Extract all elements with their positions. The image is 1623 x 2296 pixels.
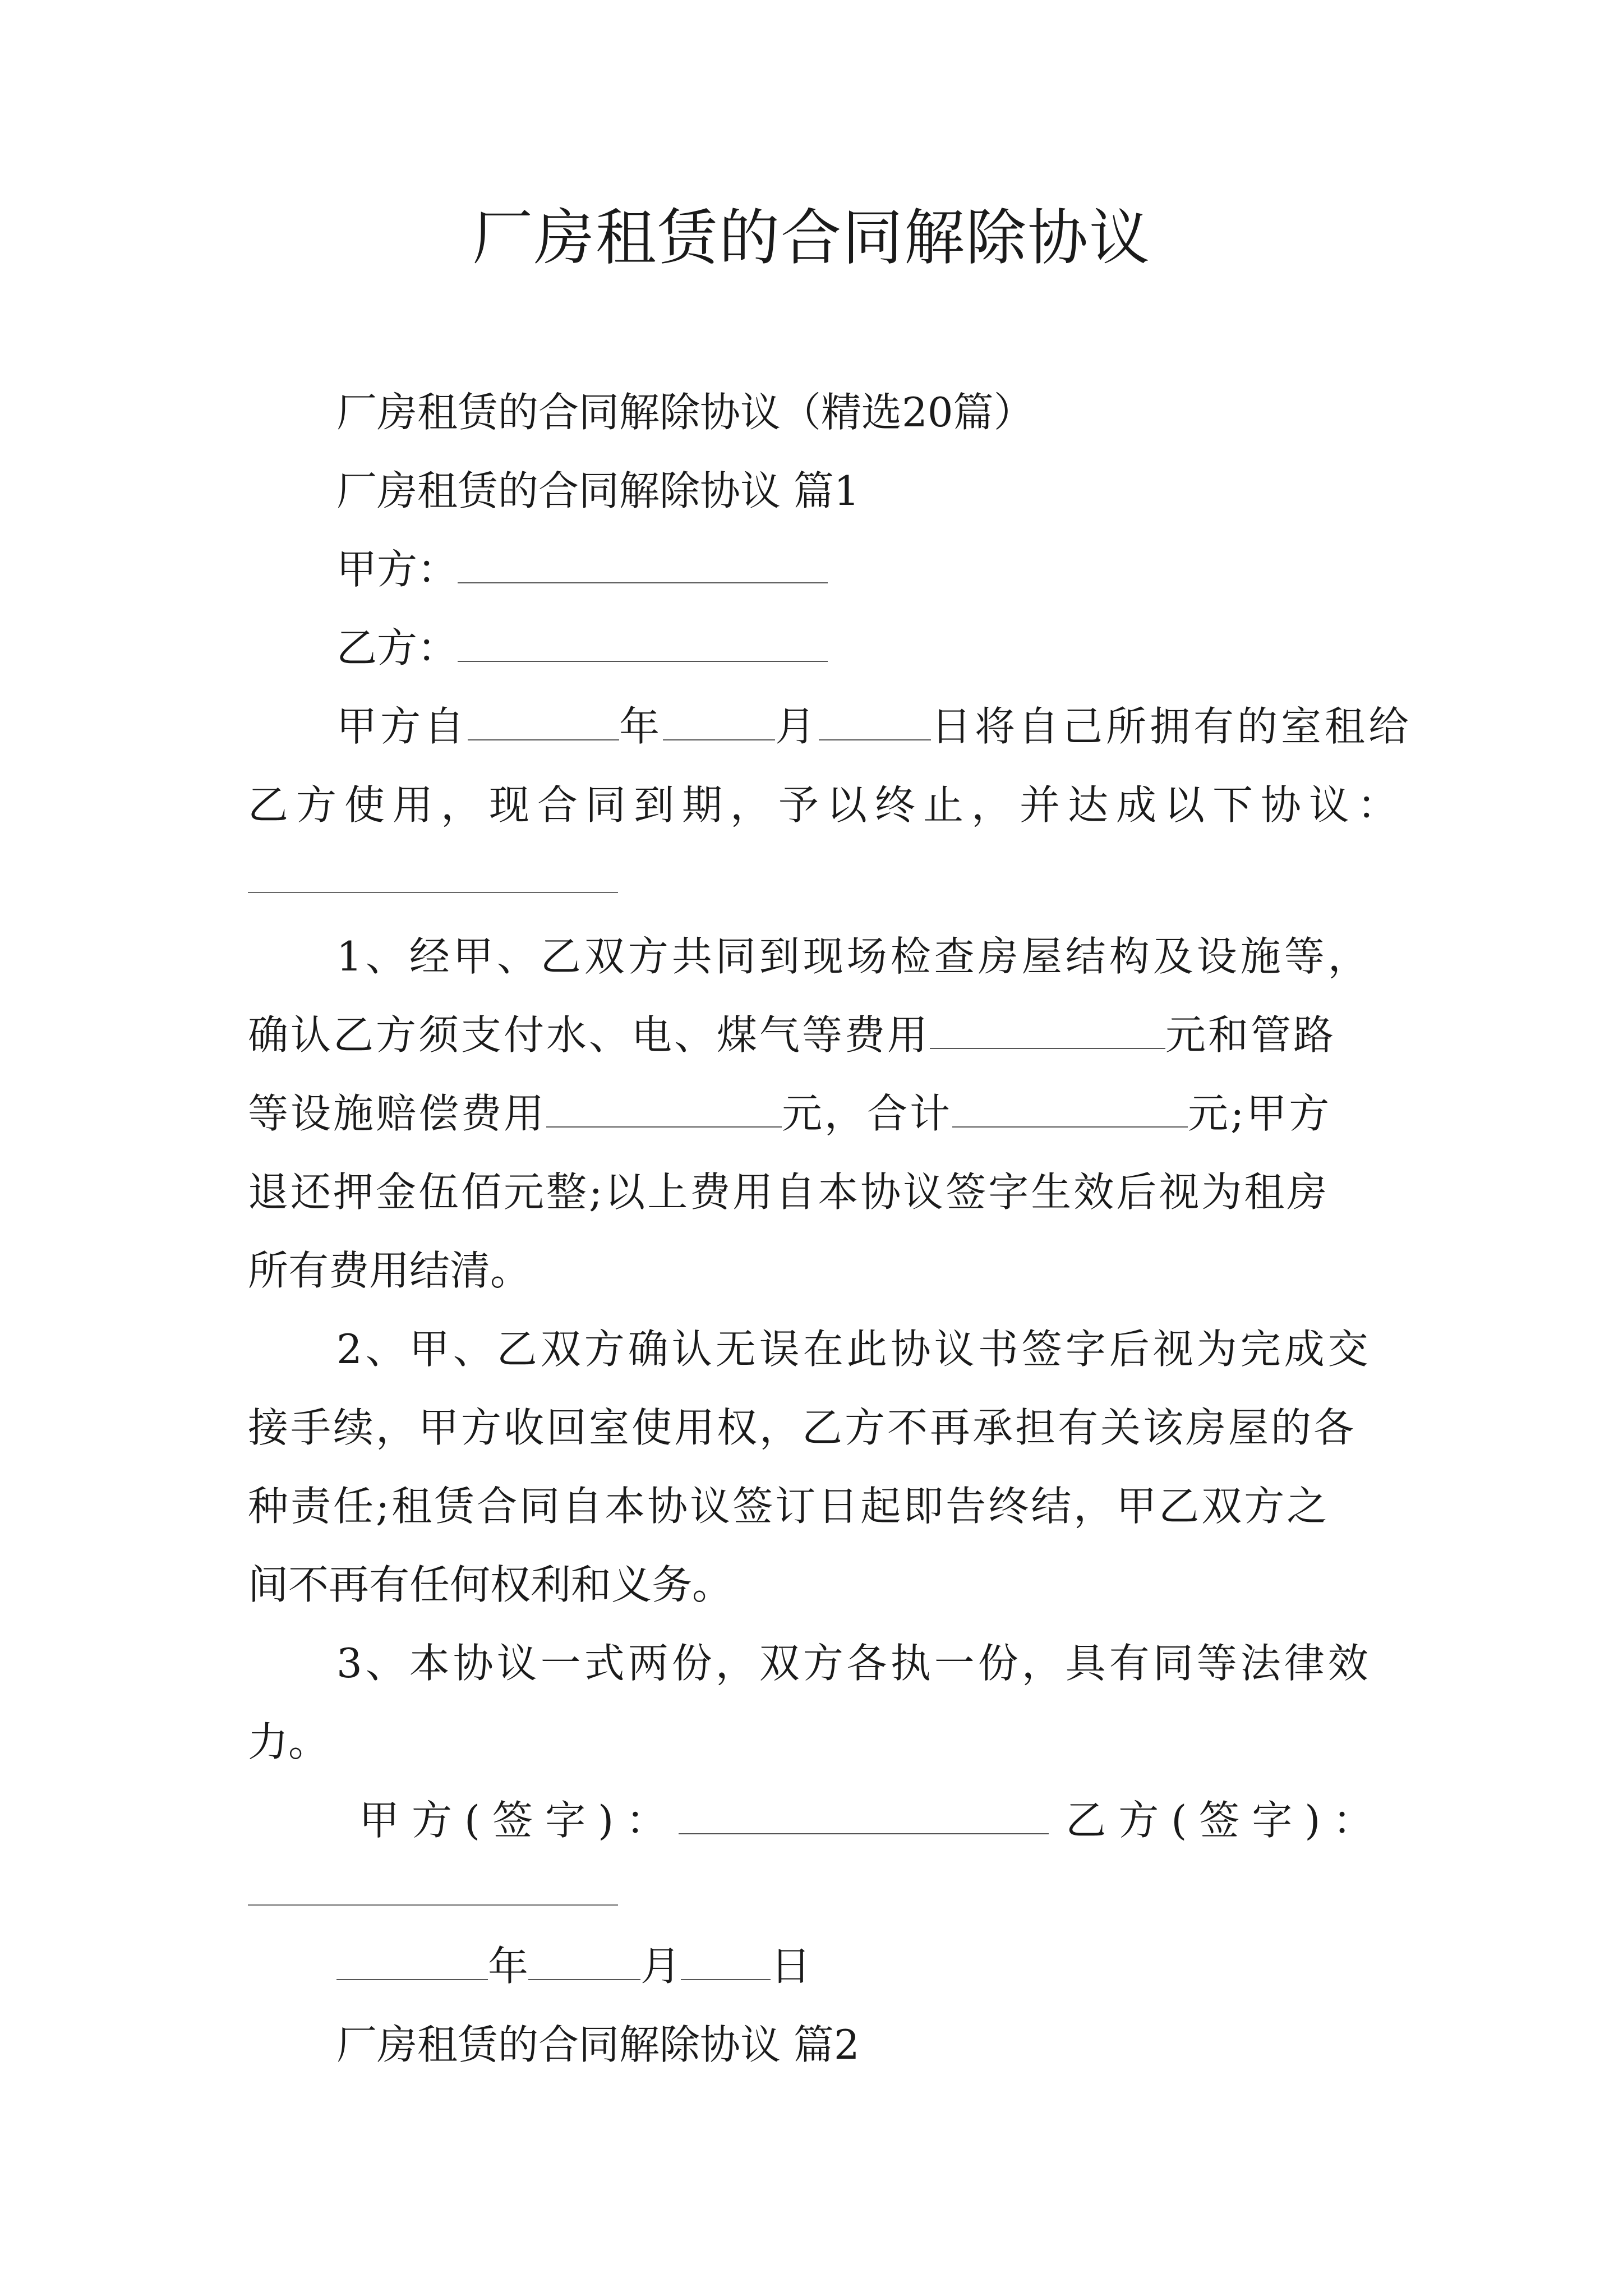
- total-fee-blank: [952, 1092, 1188, 1128]
- date-month-blank: [528, 1944, 640, 1980]
- separator-line: [248, 892, 618, 893]
- intro-line-1: [336, 701, 1412, 752]
- date-year-blank: [336, 1944, 488, 1980]
- clause-2-line-4: 间不再有任何权利和义务。: [248, 1561, 733, 1608]
- document-subtitle: 厂房租赁的合同解除协议（精选20篇）: [336, 389, 1034, 436]
- party-b-signature-blank: [248, 1904, 618, 1906]
- clause-2-line-3: 种责任;租赁合同自本协议签订日起即告终结，甲乙双方之: [248, 1483, 1330, 1530]
- party-a-signature-blank: [679, 1798, 1049, 1834]
- party-a-blank: [458, 547, 828, 583]
- clause-1-text-e: 元;甲方: [1188, 1090, 1332, 1137]
- intro-text-b: 日将自己所拥有的室租给: [931, 703, 1413, 750]
- signature-line: [359, 1795, 1385, 1846]
- party-b-signature-label: 乙方(签字)：: [1066, 1797, 1386, 1844]
- clause-2-line-2: 接手续，甲方收回室使用权，乙方不再承担有关该房屋的各: [248, 1404, 1357, 1451]
- intro-month-blank: [663, 705, 775, 740]
- party-a-signature-label: 甲方(签字)：: [359, 1797, 679, 1844]
- clause-3-line-1: 3、本协议一式两份，双方各执一份，具有同等法律效: [336, 1640, 1372, 1687]
- intro-year-label: 年: [619, 703, 663, 750]
- date-day-label: 日: [771, 1943, 811, 1990]
- intro-day-blank: [819, 705, 931, 740]
- date-line: [336, 1941, 811, 1991]
- party-b-label: 乙方：: [336, 624, 458, 671]
- intro-line-2: 乙方使用，现合同到期，予以终止，并达成以下协议：: [248, 781, 1406, 829]
- clause-3-line-2: 力。: [248, 1718, 329, 1765]
- date-month-label: 月: [640, 1943, 681, 1990]
- section-heading-1: 厂房租赁的合同解除协议 篇1: [336, 467, 860, 514]
- clause-1-line-5: 所有费用结清。: [248, 1247, 531, 1294]
- clause-1-line-4: 退还押金伍佰元整;以上费用自本协议签字生效后视为租房: [248, 1168, 1330, 1216]
- utility-fee-blank: [930, 1013, 1165, 1049]
- date-year-label: 年: [488, 1943, 529, 1990]
- clause-1-line-2: [248, 1010, 1336, 1060]
- party-a-line: [336, 544, 828, 595]
- party-b-blank: [458, 626, 828, 662]
- intro-month-label: 月: [775, 703, 819, 750]
- clause-1-line-1: 1、经甲、乙双方共同到现场检查房屋结构及设施等，: [336, 933, 1372, 980]
- party-b-line: [336, 623, 828, 673]
- intro-text-a: 甲方自: [336, 703, 468, 750]
- intro-year-blank: [468, 705, 619, 740]
- clause-1-text-d: 元，合计: [782, 1090, 953, 1137]
- compensation-fee-blank: [546, 1092, 782, 1128]
- section-heading-2: 厂房租赁的合同解除协议 篇2: [336, 2021, 860, 2068]
- party-a-label: 甲方：: [336, 546, 458, 593]
- clause-1-text-b: 元和管路: [1165, 1011, 1336, 1059]
- document-title: 厂房租赁的合同解除协议: [472, 203, 1151, 273]
- clause-1-line-3: [248, 1088, 1331, 1139]
- date-day-blank: [681, 1944, 771, 1980]
- clause-1-text-c: 等设施赔偿费用: [248, 1090, 547, 1137]
- clause-1-text-a: 确认乙方须支付水、电、煤气等费用: [248, 1011, 930, 1059]
- clause-2-line-1: 2、甲、乙双方确认无误在此协议书签字后视为完成交: [336, 1326, 1372, 1373]
